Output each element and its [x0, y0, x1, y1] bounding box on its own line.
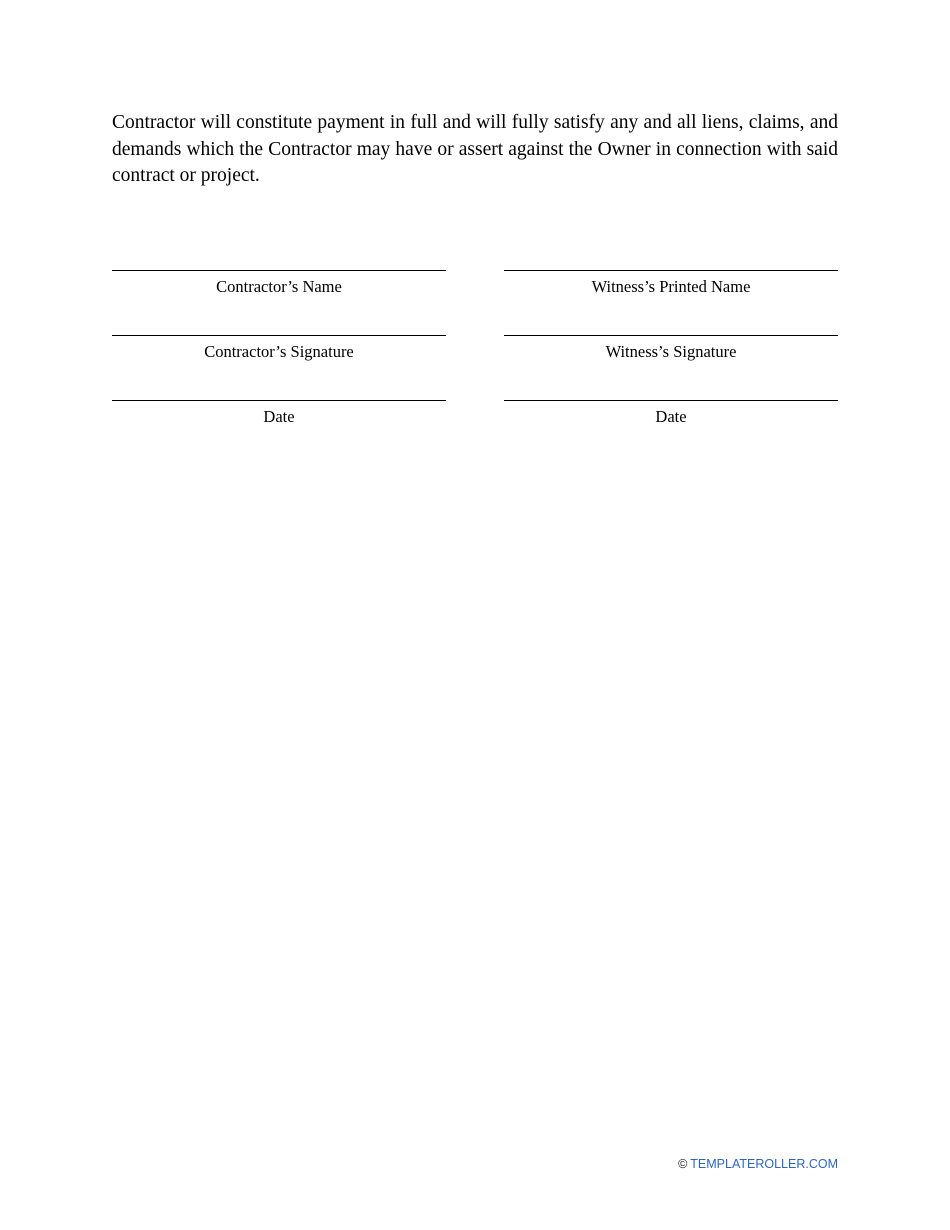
copyright-symbol: © — [678, 1157, 688, 1171]
signature-line — [112, 270, 446, 271]
witness-date-label: Date — [655, 407, 687, 426]
signature-line — [112, 335, 446, 336]
body-paragraph: Contractor will constitute payment in full and will fully satisfy any and all liens, claims, and demands which the Contractor may have or assert against the Owner in connection with said contract or project. — [112, 112, 838, 186]
witness-name-label: Witness’s Printed Name — [591, 277, 751, 296]
contractor-name-field — [112, 270, 446, 297]
witness-signature-field — [504, 335, 838, 362]
witness-name-field — [504, 270, 838, 297]
signature-line — [504, 270, 838, 271]
contractor-signature-field — [112, 335, 446, 362]
contractor-signature-label: Contractor’s Signature — [204, 342, 354, 361]
contractor-date-field — [112, 400, 446, 427]
contractor-name-label: Contractor’s Name — [216, 277, 342, 296]
footer-credit — [678, 1156, 838, 1172]
signature-line — [112, 400, 446, 401]
contractor-date-label: Date — [263, 407, 295, 426]
witness-signature-label: Witness’s Signature — [605, 342, 737, 361]
witness-date-field — [504, 400, 838, 427]
templateroller-link[interactable]: TEMPLATEROLLER.COM — [690, 1157, 838, 1171]
signature-line — [504, 400, 838, 401]
signature-line — [504, 335, 838, 336]
